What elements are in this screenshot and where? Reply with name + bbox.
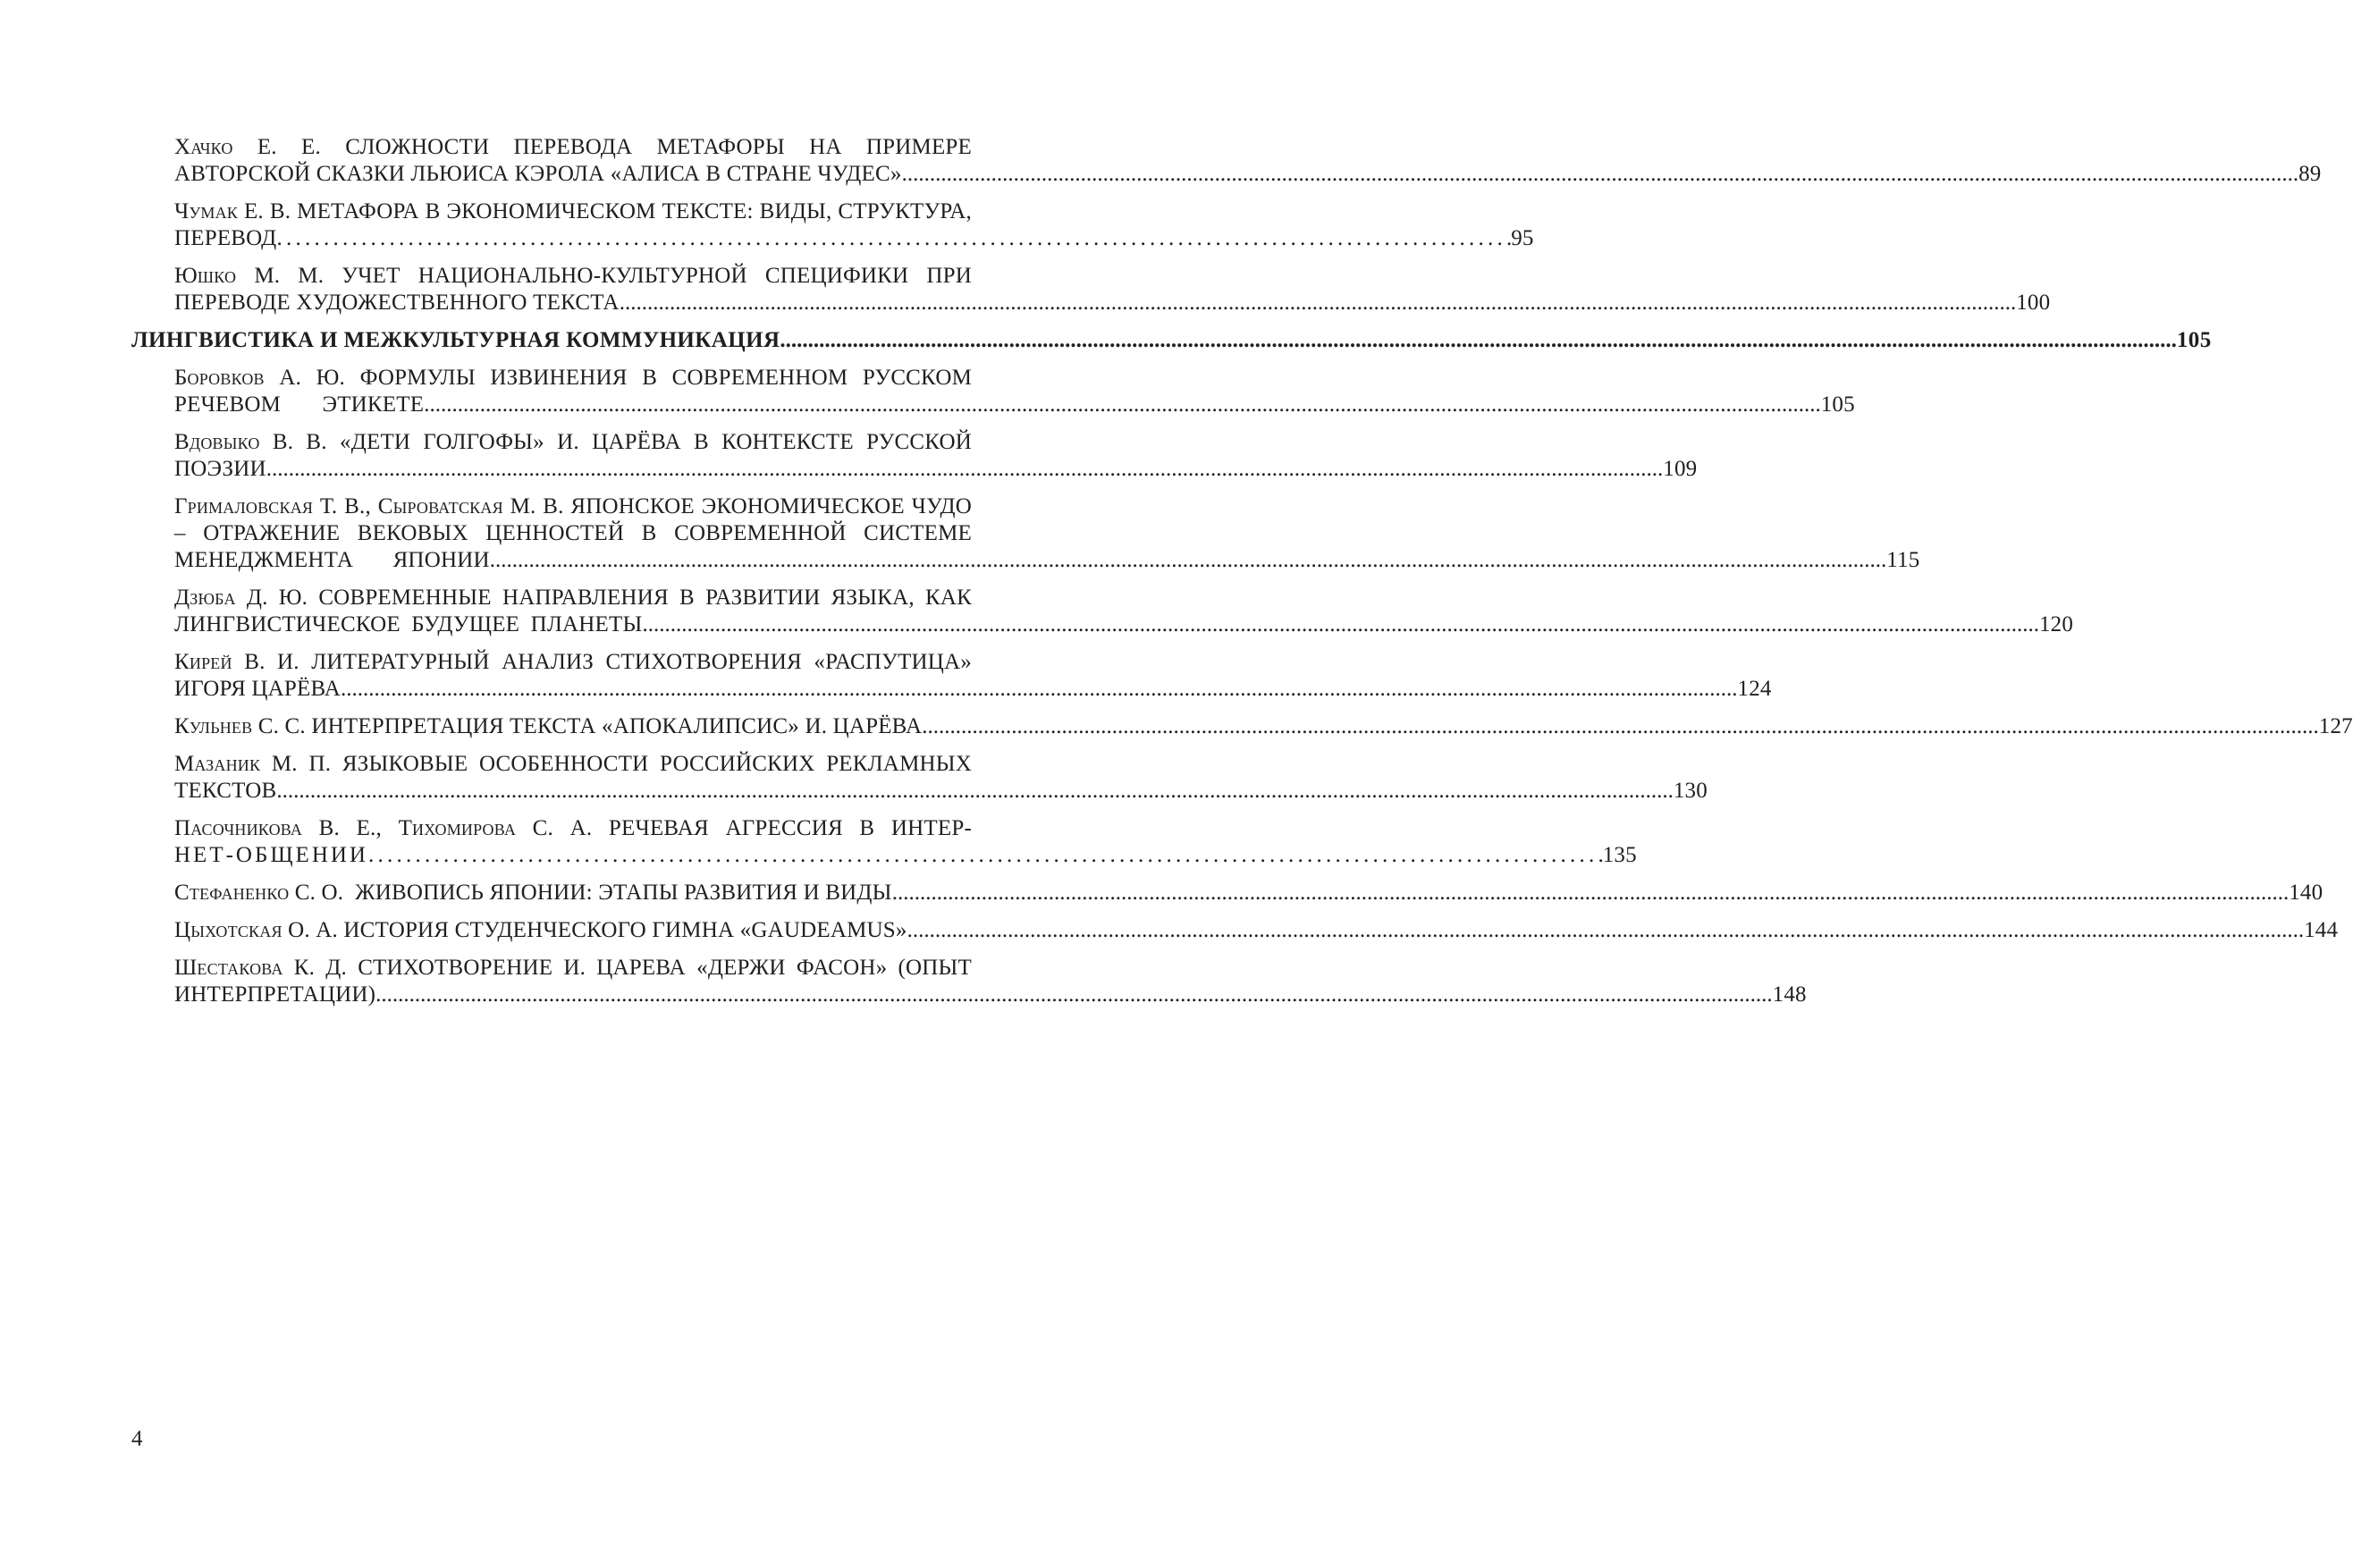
toc-title-end: МЕНЕДЖМЕНТА ЯПОНИИ (174, 548, 490, 572)
toc-title-end: НЕТ-ОБЩЕНИИ (174, 843, 368, 867)
toc-entry (174, 880, 2323, 906)
toc-page-number: 144 (2304, 918, 2339, 942)
toc-entry-last-line (174, 392, 1855, 418)
toc-page-number: 100 (2016, 291, 2051, 315)
toc-title: СТИХОТВОРЕНИЕ И. ЦАРЕВА «ДЕРЖИ ФАСОН» (ОПЫТ (358, 956, 972, 980)
toc-title: ЛИТЕРАТУРНЫЙ АНАЛИЗ СТИХОТВОРЕНИЯ «РАСПУТИЦА» (311, 650, 973, 674)
toc-entry-first-line (174, 815, 972, 842)
toc-page-number: 105 (1820, 392, 1855, 417)
toc-entry (174, 815, 1637, 869)
toc-author: Шестакова К. Д. (174, 956, 347, 980)
toc-entry (174, 585, 2074, 638)
toc-author: Кирей В. И. (174, 650, 299, 674)
toc-title-end: ПОЭЗИИ (174, 457, 266, 481)
dot-leader (892, 880, 2290, 906)
toc-entry (174, 751, 1708, 805)
toc-entry (174, 955, 1807, 1008)
toc-page-number: 109 (1663, 457, 1698, 481)
toc-page-number: 124 (1737, 677, 1772, 701)
section-title: ЛИНГВИСТИКА И МЕЖКУЛЬТУРНАЯ КОММУНИКАЦИЯ (131, 328, 780, 352)
toc-entry-last-line (174, 778, 1708, 805)
toc-author: Стефаненко С. О. (174, 881, 344, 905)
toc-title: ФОРМУЛЫ ИЗВИНЕНИЯ В СОВРЕМЕННОМ РУССКОМ (359, 366, 972, 390)
toc-entry-first-line (174, 365, 972, 392)
toc-author: Хачко Е. Е. (174, 135, 321, 159)
toc-entry-last-line (174, 547, 1920, 574)
toc-title-end: ИНТЕРПРЕТАЦИЯ ТЕКСТА «АПОКАЛИПСИС» И. ЦАРЁВА (311, 714, 923, 738)
toc-page-number: 120 (2038, 612, 2074, 636)
toc-entry-first-line (174, 955, 972, 982)
toc-entry-first-line (174, 585, 972, 611)
dot-leader (620, 290, 2017, 316)
toc-title-end: РЕЧЕВОМ ЭТИКЕТЕ (174, 392, 425, 417)
toc-entry-first-line (174, 493, 972, 520)
toc-entry-last-line (174, 161, 2322, 188)
dot-leader (368, 842, 1603, 869)
dot-leader (907, 917, 2305, 944)
toc-page-number: 148 (1772, 982, 1807, 1007)
toc-entry-first-line (174, 263, 972, 290)
toc-entry (174, 365, 1855, 418)
dot-leader (780, 327, 2177, 354)
toc-title: СОВРЕМЕННЫЕ НАПРАВЛЕНИЯ В РАЗВИТИИ ЯЗЫКА, КАК (318, 586, 973, 610)
dot-leader (276, 225, 1511, 252)
toc-entry-first-line (174, 429, 972, 456)
table-of-contents (131, 134, 2353, 1019)
dot-leader (490, 547, 1887, 574)
toc-entry (174, 429, 1698, 483)
toc-page-number: 95 (1511, 226, 1534, 250)
toc-entry-last-line (174, 880, 2323, 906)
toc-title: РЕЧЕВАЯ АГРЕССИЯ В ИНТЕР- (608, 816, 972, 840)
toc-entry-first-line (174, 134, 972, 161)
dot-leader (341, 676, 1738, 703)
section-page-number: 105 (2176, 328, 2212, 352)
toc-title-end: ТЕКСТОВ (174, 779, 277, 803)
toc-title: ЯЗЫКОВЫЕ ОСОБЕННОСТИ РОССИЙСКИХ РЕКЛАМНЫХ (342, 752, 973, 776)
toc-title: «ДЕТИ ГОЛГОФЫ» И. ЦАРЁВА В КОНТЕКСТЕ РУССКОЙ (340, 430, 973, 454)
toc-author: Юшко М. М. (174, 264, 325, 288)
toc-title-end: АВТОРСКОЙ СКАЗКИ ЛЬЮИСА КЭРОЛА «АЛИСА В СТРАНЕ ЧУДЕС» (174, 162, 902, 186)
toc-entry (174, 134, 2322, 188)
dot-leader (642, 611, 2039, 638)
toc-entry-last-line (174, 676, 1772, 703)
dot-leader (922, 713, 2319, 740)
toc-entry-last-line (174, 225, 1534, 252)
toc-title-end: ИГОРЯ ЦАРЁВА (174, 677, 342, 701)
toc-title: ЯПОНСКОЕ ЭКОНОМИЧЕСКОЕ ЧУДО (570, 494, 972, 518)
toc-entry-first-line (174, 198, 972, 225)
toc-author: Грималовская Т. В., Сыроватская М. В. (174, 494, 564, 518)
toc-title-end: ЛИНГВИСТИЧЕСКОЕ БУДУЩЕЕ ПЛАНЕТЫ (174, 612, 643, 636)
toc-author: Пасочникова В. Е., Тихомирова С. А. (174, 816, 593, 840)
dot-leader (375, 982, 1773, 1008)
toc-entry-first-line (174, 649, 972, 676)
toc-entry-last-line (174, 456, 1698, 483)
toc-title: УЧЕТ НАЦИОНАЛЬНО-КУЛЬТУРНОЙ СПЕЦИФИКИ ПРИ (342, 264, 972, 288)
dot-leader (902, 161, 2299, 188)
dot-leader (266, 456, 1664, 483)
toc-title: СЛОЖНОСТИ ПЕРЕВОДА МЕТАФОРЫ НА ПРИМЕРЕ (345, 135, 972, 159)
toc-entry-last-line (174, 982, 1807, 1008)
toc-entry-first-line (174, 751, 972, 778)
toc-entry-last-line (174, 917, 2339, 944)
toc-entry (174, 263, 2051, 316)
toc-entry (174, 917, 2339, 944)
dot-leader (276, 778, 1674, 805)
toc-entry (174, 493, 1920, 574)
toc-title-end: ИНТЕРПРЕТАЦИИ) (174, 982, 376, 1007)
toc-title-end: ЖИВОПИСЬ ЯПОНИИ: ЭТАПЫ РАЗВИТИЯ И ВИДЫ (355, 881, 892, 905)
toc-page-number: 140 (2289, 881, 2323, 905)
toc-author: Мазаник М. П. (174, 752, 332, 776)
toc-entry-middle-line: – ОТРАЖЕНИЕ ВЕКОВЫХ ЦЕННОСТЕЙ В СОВРЕМЕННОЙ СИСТЕМЕ (174, 521, 972, 545)
toc-page-number: 135 (1602, 843, 1637, 867)
toc-title-end: ПЕРЕВОД (174, 226, 277, 250)
toc-title-end: ПЕРЕВОДЕ ХУДОЖЕСТВЕННОГО ТЕКСТА (174, 291, 620, 315)
dot-leader (424, 392, 1821, 418)
toc-entry-last-line (174, 290, 2051, 316)
toc-title-end: ИСТОРИЯ СТУДЕНЧЕСКОГО ГИМНА «GAUDEAMUS» (343, 918, 907, 942)
toc-title: МЕТАФОРА В ЭКОНОМИЧЕСКОМ ТЕКСТЕ: ВИДЫ, СТРУКТУРА, (297, 199, 972, 223)
toc-author: Дзюба Д. Ю. (174, 586, 308, 610)
toc-author: Цыхотская О. А. (174, 918, 338, 942)
page-number: 4 (131, 1427, 143, 1451)
toc-entry (174, 713, 2353, 740)
toc-page-number: 130 (1673, 779, 1708, 803)
section-leader-line (780, 327, 2211, 354)
toc-author: Вдовыко В. В. (174, 430, 327, 454)
toc-author: Боровков А. Ю. (174, 366, 345, 390)
toc-entry (174, 198, 1534, 252)
toc-page-number: 127 (2318, 714, 2353, 738)
toc-page-number: 115 (1886, 548, 1920, 572)
toc-entry-last-line (174, 611, 2074, 638)
toc-entry-last-line (174, 713, 2353, 740)
toc-author: Кульнев С. С. (174, 714, 306, 738)
toc-entry-last-line (174, 842, 1637, 869)
toc-entry (174, 649, 1772, 703)
toc-author: Чумак Е. В. (174, 199, 291, 223)
toc-section-heading (131, 327, 2212, 354)
toc-page-number: 89 (2298, 162, 2322, 186)
